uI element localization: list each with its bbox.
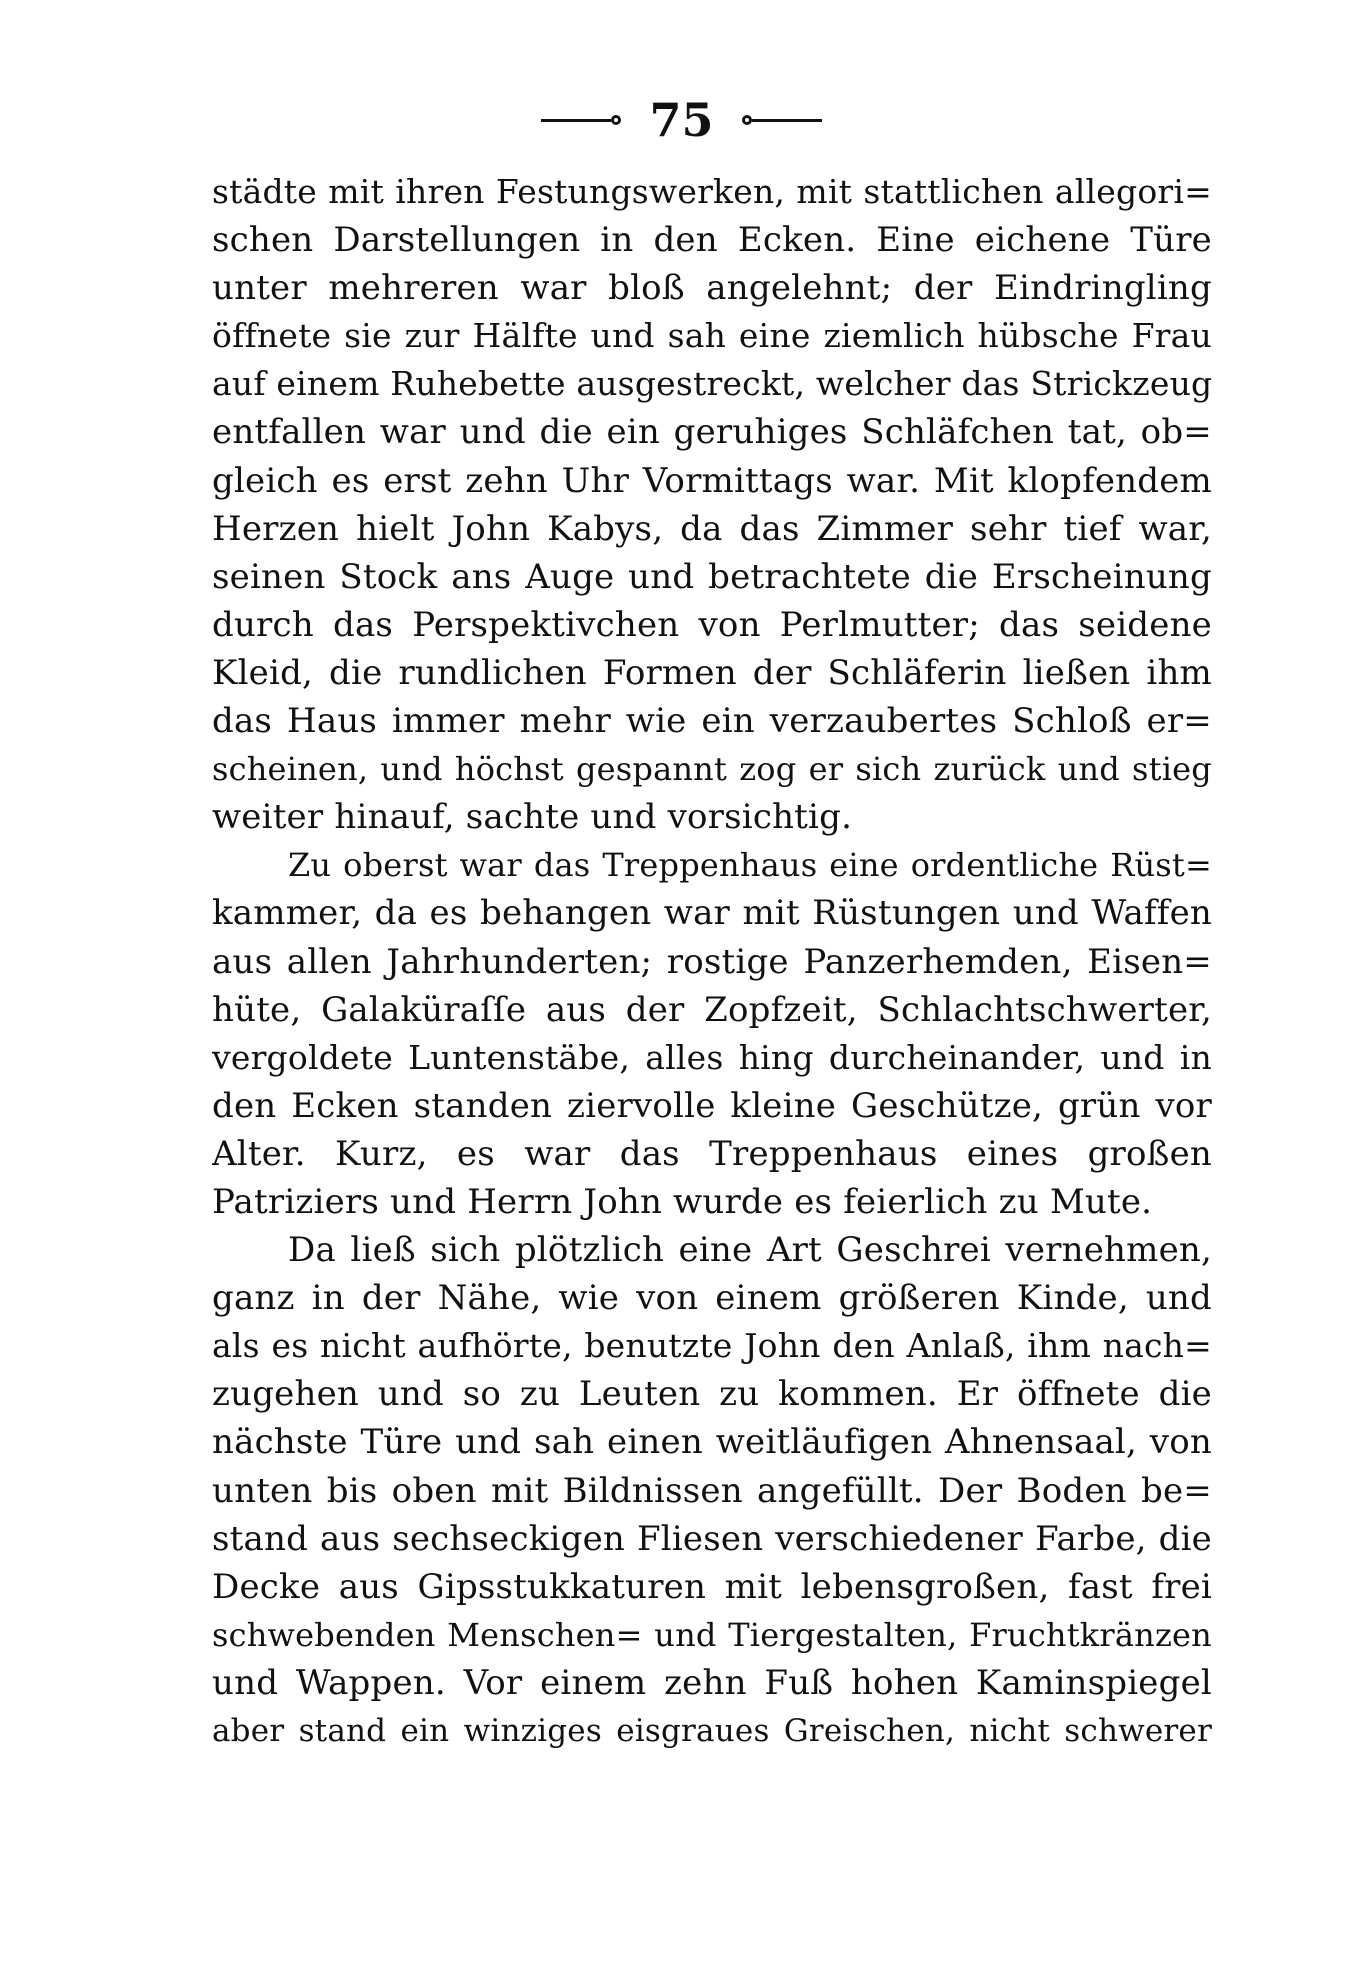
text-line: scheinen, und höchst gespannt zog er sich zurück und stieg <box>212 750 1212 789</box>
text-line: Kleid, die rundlichen Formen der Schläferin ließen ihm <box>212 652 1212 693</box>
text-line: aber stand ein winziges eisgraues Greischen, nicht schwerer <box>212 1713 1212 1749</box>
text-line: seinen Stock ans Auge und betrachtete die Erscheinung <box>212 556 1212 597</box>
text-line: Alter. Kurz, es war das Treppenhaus eines großen <box>212 1133 1212 1174</box>
text-line: das Haus immer mehr wie ein verzaubertes Schloß er= <box>212 701 1212 742</box>
text-line: Patriziers und Herrn John wurde es feierlich zu Mute. <box>212 1181 1153 1222</box>
text-line: Herzen hielt John Kabys, da das Zimmer sehr tief war, <box>212 508 1212 549</box>
text-line: städte mit ihren Festungswerken, mit stattlichen allegori= <box>212 172 1212 211</box>
text-line: stand aus sechseckigen Fliesen verschiedener Farbe, die <box>212 1518 1212 1559</box>
text-line: Da ließ sich plötzlich eine Art Geschrei vernehmen, <box>288 1230 1212 1271</box>
text-line: den Ecken standen ziervolle kleine Geschütze, grün vor <box>212 1085 1212 1126</box>
text-line: zugehen und so zu Leuten zu kommen. Er öffnete die <box>212 1374 1212 1415</box>
text-line: weiter hinauf, sachte und vorsichtig. <box>212 797 853 838</box>
text-line: als es nicht aufhörte, benutzte John den Anlaß, ihm nach= <box>212 1326 1212 1366</box>
text-line: unter mehreren war bloß angelehnt; der Eindringling <box>212 268 1212 309</box>
text-line: unten bis oben mit Bildnissen angefüllt. Der Boden be= <box>212 1470 1212 1511</box>
text-line: Zu oberst war das Treppenhaus eine ordentliche Rüst= <box>288 846 1212 885</box>
body-text <box>212 168 1212 1755</box>
text-line: entfallen war und die ein geruhiges Schläfchen tat, ob= <box>212 412 1212 453</box>
text-line: kammer, da es behangen war mit Rüstungen und Waffen <box>212 893 1212 934</box>
text-line: öffnete sie zur Hälfte und sah eine ziemlich hübsche Frau <box>212 316 1212 356</box>
text-line: auf einem Ruhebette ausgestreckt, welcher das Strickzeug <box>212 364 1212 404</box>
text-line: schen Darstellungen in den Ecken. Eine eichene Türe <box>212 220 1212 261</box>
page-header <box>0 90 1363 150</box>
text-line: nächste Türe und sah einen weitläufigen Ahnensaal, von <box>212 1422 1212 1463</box>
right-ornament <box>742 115 822 125</box>
text-line: Decke aus Gipsstukkaturen mit lebensgroßen, fast frei <box>212 1566 1212 1607</box>
text-line: ganz in der Nähe, wie von einem größeren Kinde, und <box>212 1278 1212 1319</box>
text-line: schwebenden Menschen= und Tiergestalten, Fruchtkränzen <box>212 1615 1212 1654</box>
left-ornament <box>541 115 621 125</box>
page-number: 75 <box>649 93 714 147</box>
text-line: hüte, Galaküraſſe aus der Zopfzeit, Schlachtschwerter, <box>212 989 1212 1030</box>
text-line: gleich es erst zehn Uhr Vormittags war. Mit klopfendem <box>212 460 1212 501</box>
text-line: vergoldete Luntenstäbe, alles hing durcheinander, und in <box>212 1037 1212 1077</box>
text-line: durch das Perspektivchen von Perlmutter; das seidene <box>212 604 1212 645</box>
text-line: aus allen Jahrhunderten; rostige Panzerhemden, Eisen= <box>212 941 1212 982</box>
text-line: und Wappen. Vor einem zehn Fuß hohen Kaminspiegel <box>212 1662 1212 1703</box>
